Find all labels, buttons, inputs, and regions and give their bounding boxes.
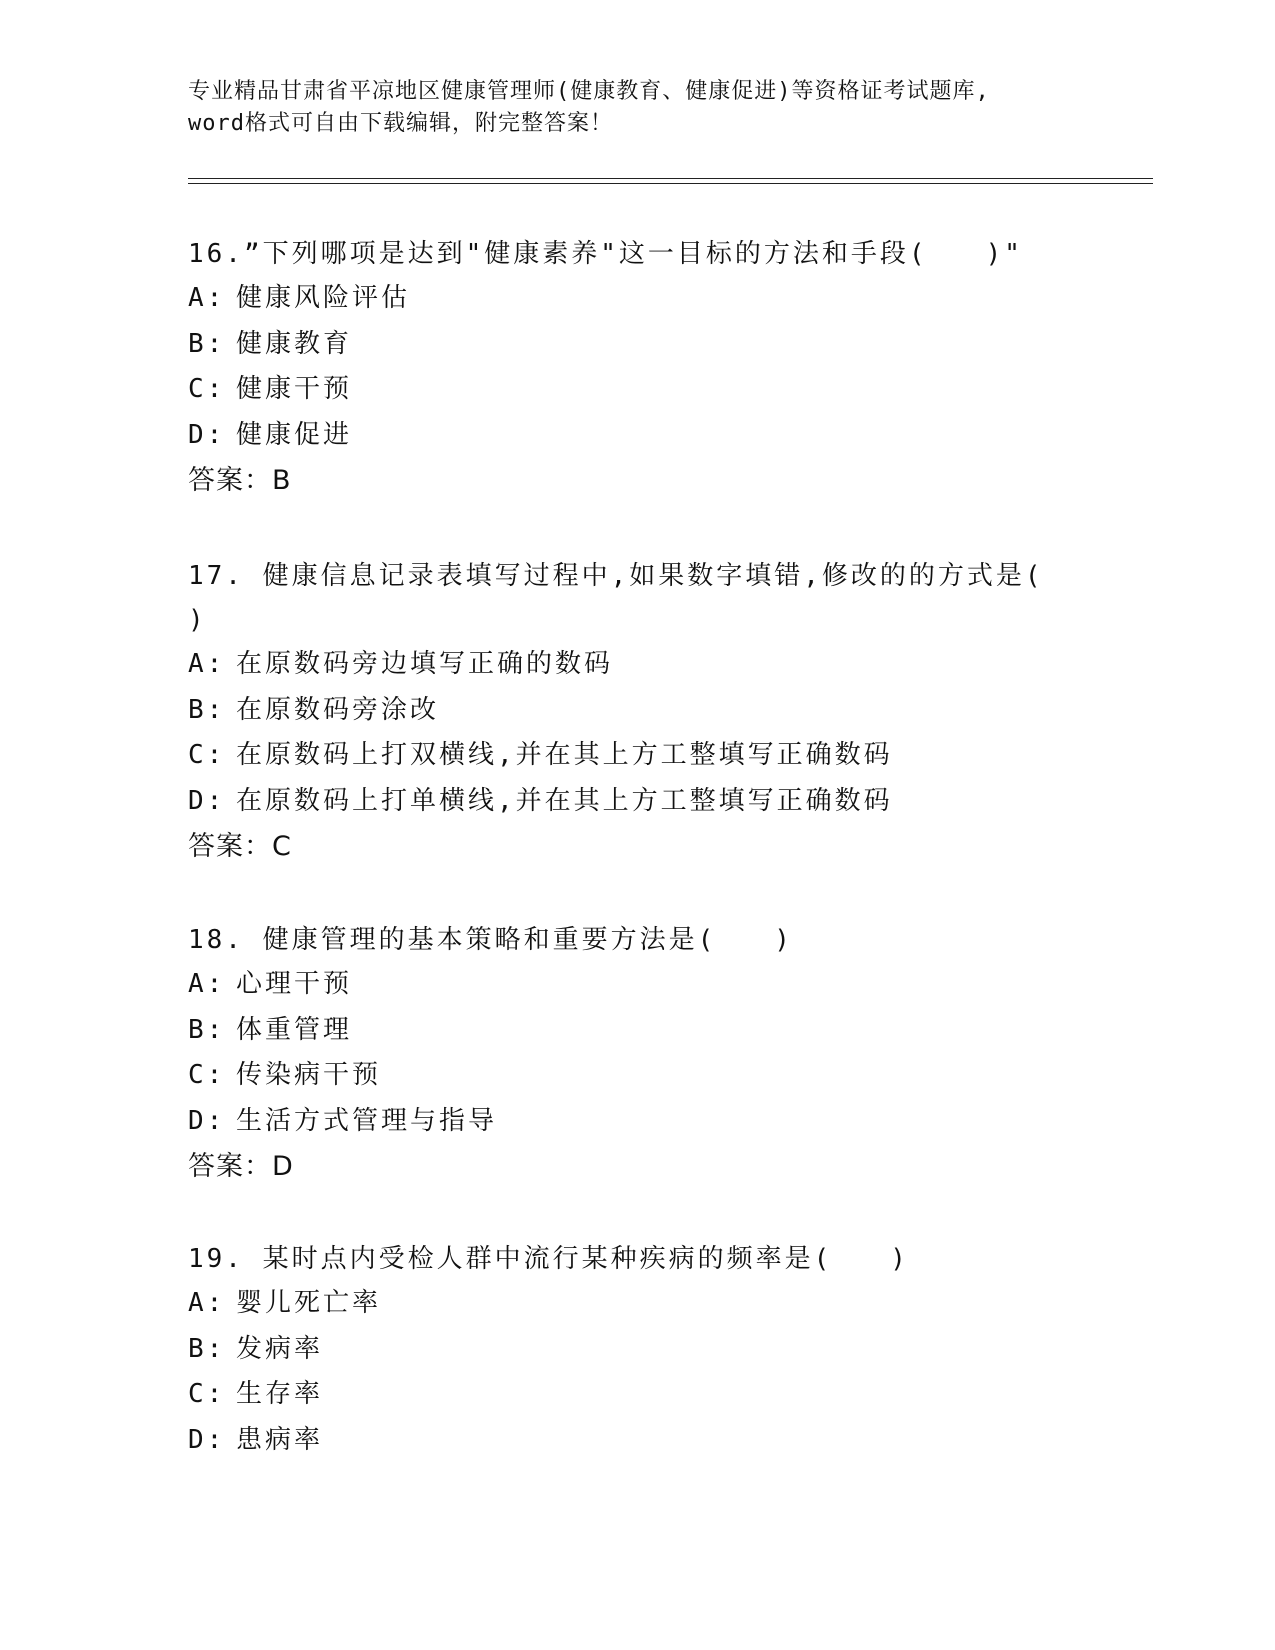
- question-18: [188, 918, 1048, 1190]
- option-text: 健康干预: [236, 374, 353, 404]
- question-stem: 17. 健康信息记录表填写过程中,如果数字填错,修改的的方式是( ): [188, 561, 1102, 635]
- option-key: D:: [188, 1105, 226, 1136]
- option-c: [188, 367, 1048, 413]
- answer-line: 答案：C: [188, 831, 292, 862]
- option-key: C:: [188, 740, 226, 770]
- question-stem: 18. 健康管理的基本策略和重要方法是( ): [188, 925, 793, 955]
- option-text: 传染病干预: [236, 1060, 382, 1090]
- option-key: D:: [188, 785, 226, 816]
- option-text: 婴儿死亡率: [236, 1288, 382, 1318]
- option-b: [188, 1327, 1048, 1373]
- header-divider-top: [188, 178, 1153, 179]
- option-key: B:: [188, 328, 226, 359]
- option-a: [188, 1281, 1048, 1327]
- option-text: 心理干预: [236, 969, 353, 999]
- header-line-1: 专业精品甘肃省平凉地区健康管理师(健康教育、健康促进)等资格证考试题库,: [188, 79, 990, 104]
- option-d: [188, 1418, 1048, 1464]
- option-text: 在原数码上打单横线,并在其上方工整填写正确数码: [236, 785, 893, 816]
- option-text: 生存率: [236, 1379, 324, 1409]
- option-c: [188, 1053, 1048, 1099]
- option-key: A:: [188, 969, 226, 999]
- option-text: 在原数码上打双横线,并在其上方工整填写正确数码: [236, 740, 893, 770]
- option-text: 在原数码旁边填写正确的数码: [236, 649, 614, 679]
- option-b: [188, 1008, 1048, 1054]
- option-key: D:: [188, 1424, 226, 1455]
- option-d: [188, 413, 1048, 459]
- option-d: [188, 779, 1048, 825]
- option-key: A:: [188, 1288, 226, 1318]
- question-17: [188, 554, 1102, 870]
- option-key: B:: [188, 1333, 226, 1364]
- question-stem: 19. 某时点内受检人群中流行某种疾病的频率是( ): [188, 1244, 909, 1274]
- option-a: [188, 962, 1048, 1008]
- question-16: [188, 232, 1048, 504]
- option-key: C:: [188, 1379, 226, 1409]
- option-text: 健康教育: [236, 328, 353, 359]
- option-b: [188, 688, 1048, 734]
- option-key: A:: [188, 649, 226, 679]
- answer-line: 答案：B: [188, 465, 292, 496]
- option-text: 患病率: [236, 1424, 324, 1455]
- option-key: B:: [188, 1014, 226, 1045]
- option-key: D:: [188, 419, 226, 450]
- option-key: A:: [188, 283, 226, 313]
- option-c: [188, 1372, 1048, 1418]
- question-19: [188, 1237, 1048, 1463]
- option-b: [188, 322, 1048, 368]
- option-d: [188, 1099, 1048, 1145]
- document-header: [188, 76, 1088, 140]
- option-a: [188, 642, 1048, 688]
- option-text: 发病率: [236, 1333, 324, 1364]
- option-text: 生活方式管理与指导: [236, 1105, 498, 1136]
- option-key: C:: [188, 1060, 226, 1090]
- option-text: 健康促进: [236, 419, 353, 450]
- option-c: [188, 733, 1048, 779]
- option-text: 健康风险评估: [236, 283, 411, 313]
- option-text: 在原数码旁涂改: [236, 694, 440, 725]
- option-key: B:: [188, 694, 226, 725]
- option-key: C:: [188, 374, 226, 404]
- question-stem: 16.”下列哪项是达到"健康素养"这一目标的方法和手段( )": [188, 239, 1023, 269]
- option-text: 体重管理: [236, 1014, 353, 1045]
- header-line-2: word格式可自由下载编辑，附完整答案！: [188, 111, 613, 136]
- option-a: [188, 276, 1048, 322]
- answer-line: 答案：D: [188, 1151, 294, 1182]
- header-divider-bottom: [188, 183, 1153, 184]
